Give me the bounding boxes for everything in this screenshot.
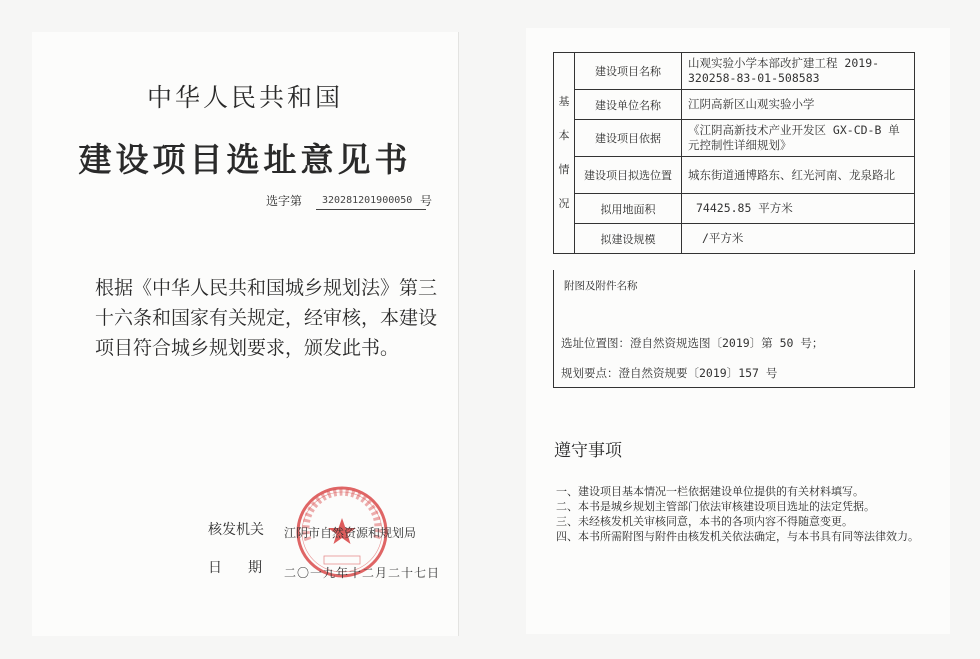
row-label: 拟建设规模 bbox=[575, 224, 682, 254]
project-name-value: 山观实验小学本部改扩建工程 2019-320258-83-01-508583 bbox=[682, 53, 915, 90]
right-page bbox=[526, 28, 950, 634]
serial-number: 320281201900050 bbox=[322, 195, 413, 206]
attachments-box bbox=[553, 270, 915, 388]
notice-list bbox=[556, 484, 926, 544]
attachment-item: 规划要点：澄自然资规要〔2019〕157 号 bbox=[561, 366, 778, 380]
basic-info-vertical-header bbox=[554, 53, 575, 254]
row-label: 建设项目名称 bbox=[575, 53, 682, 90]
document-title: 建设项目选址意见书 bbox=[78, 140, 412, 179]
notice-item: 四、本书所需附图与附件由核发机关依法确定，与本书具有同等法律效力。 bbox=[556, 530, 919, 543]
unit-name-value: 江阴高新区山观实验小学 bbox=[682, 90, 915, 120]
issue-date: 二〇一九年十二月二十七日 bbox=[284, 566, 441, 580]
notice-item: 二、本书是城乡规划主管部门依法审核建设项目选址的法定凭据。 bbox=[556, 500, 875, 513]
notice-item: 一、建设项目基本情况一栏依据建设单位提供的有关材料填写。 bbox=[556, 485, 864, 498]
row-label: 建设单位名称 bbox=[575, 90, 682, 120]
table-row bbox=[554, 157, 915, 194]
row-label: 建设项目拟选位置 bbox=[575, 157, 682, 194]
table-row bbox=[554, 194, 915, 224]
country-heading: 中华人民共和国 bbox=[146, 83, 343, 112]
issuer-label: 核发机关 bbox=[208, 522, 264, 538]
serial-label: 选字第 bbox=[266, 194, 303, 208]
serial-suffix: 号 bbox=[420, 194, 433, 208]
approval-statement: 根据《中华人民共和国城乡规划法》第三十六条和国家有关规定，经审核，本建设项目符合城乡规划要求，颁发此书。 bbox=[95, 277, 438, 359]
date-label: 日期 bbox=[208, 560, 288, 576]
location-value: 城东街道通博路东、红光河南、龙泉路北 bbox=[682, 157, 915, 194]
basic-info-table bbox=[553, 52, 915, 254]
attachments-title: 附图及附件名称 bbox=[564, 280, 638, 292]
vertical-char: 本 bbox=[558, 129, 570, 142]
vertical-char: 况 bbox=[558, 197, 570, 210]
notice-title: 遵守事项 bbox=[554, 441, 622, 461]
vertical-char: 情 bbox=[558, 163, 570, 176]
notice-item: 三、未经核发机关审核同意，本书的各项内容不得随意变更。 bbox=[556, 515, 853, 528]
table-row bbox=[554, 224, 915, 254]
vertical-char: 基 bbox=[558, 95, 570, 108]
table-row bbox=[554, 53, 915, 90]
serial-underline bbox=[316, 209, 426, 210]
build-scale-value: /平方米 bbox=[682, 224, 915, 254]
table-row bbox=[554, 120, 915, 157]
attachment-item: 选址位置图：澄自然资规选图〔2019〕第 50 号； bbox=[561, 336, 824, 350]
left-page bbox=[32, 32, 459, 636]
row-label: 拟用地面积 bbox=[575, 194, 682, 224]
project-basis-value: 《江阴高新技术产业开发区 GX-CD-B 单元控制性详细规划》 bbox=[682, 120, 915, 157]
issuer-value: 江阴市自然资源和规划局 bbox=[284, 526, 417, 540]
land-area-value: 74425.85 平方米 bbox=[682, 194, 915, 224]
table-row bbox=[554, 90, 915, 120]
row-label: 建设项目依据 bbox=[575, 120, 682, 157]
